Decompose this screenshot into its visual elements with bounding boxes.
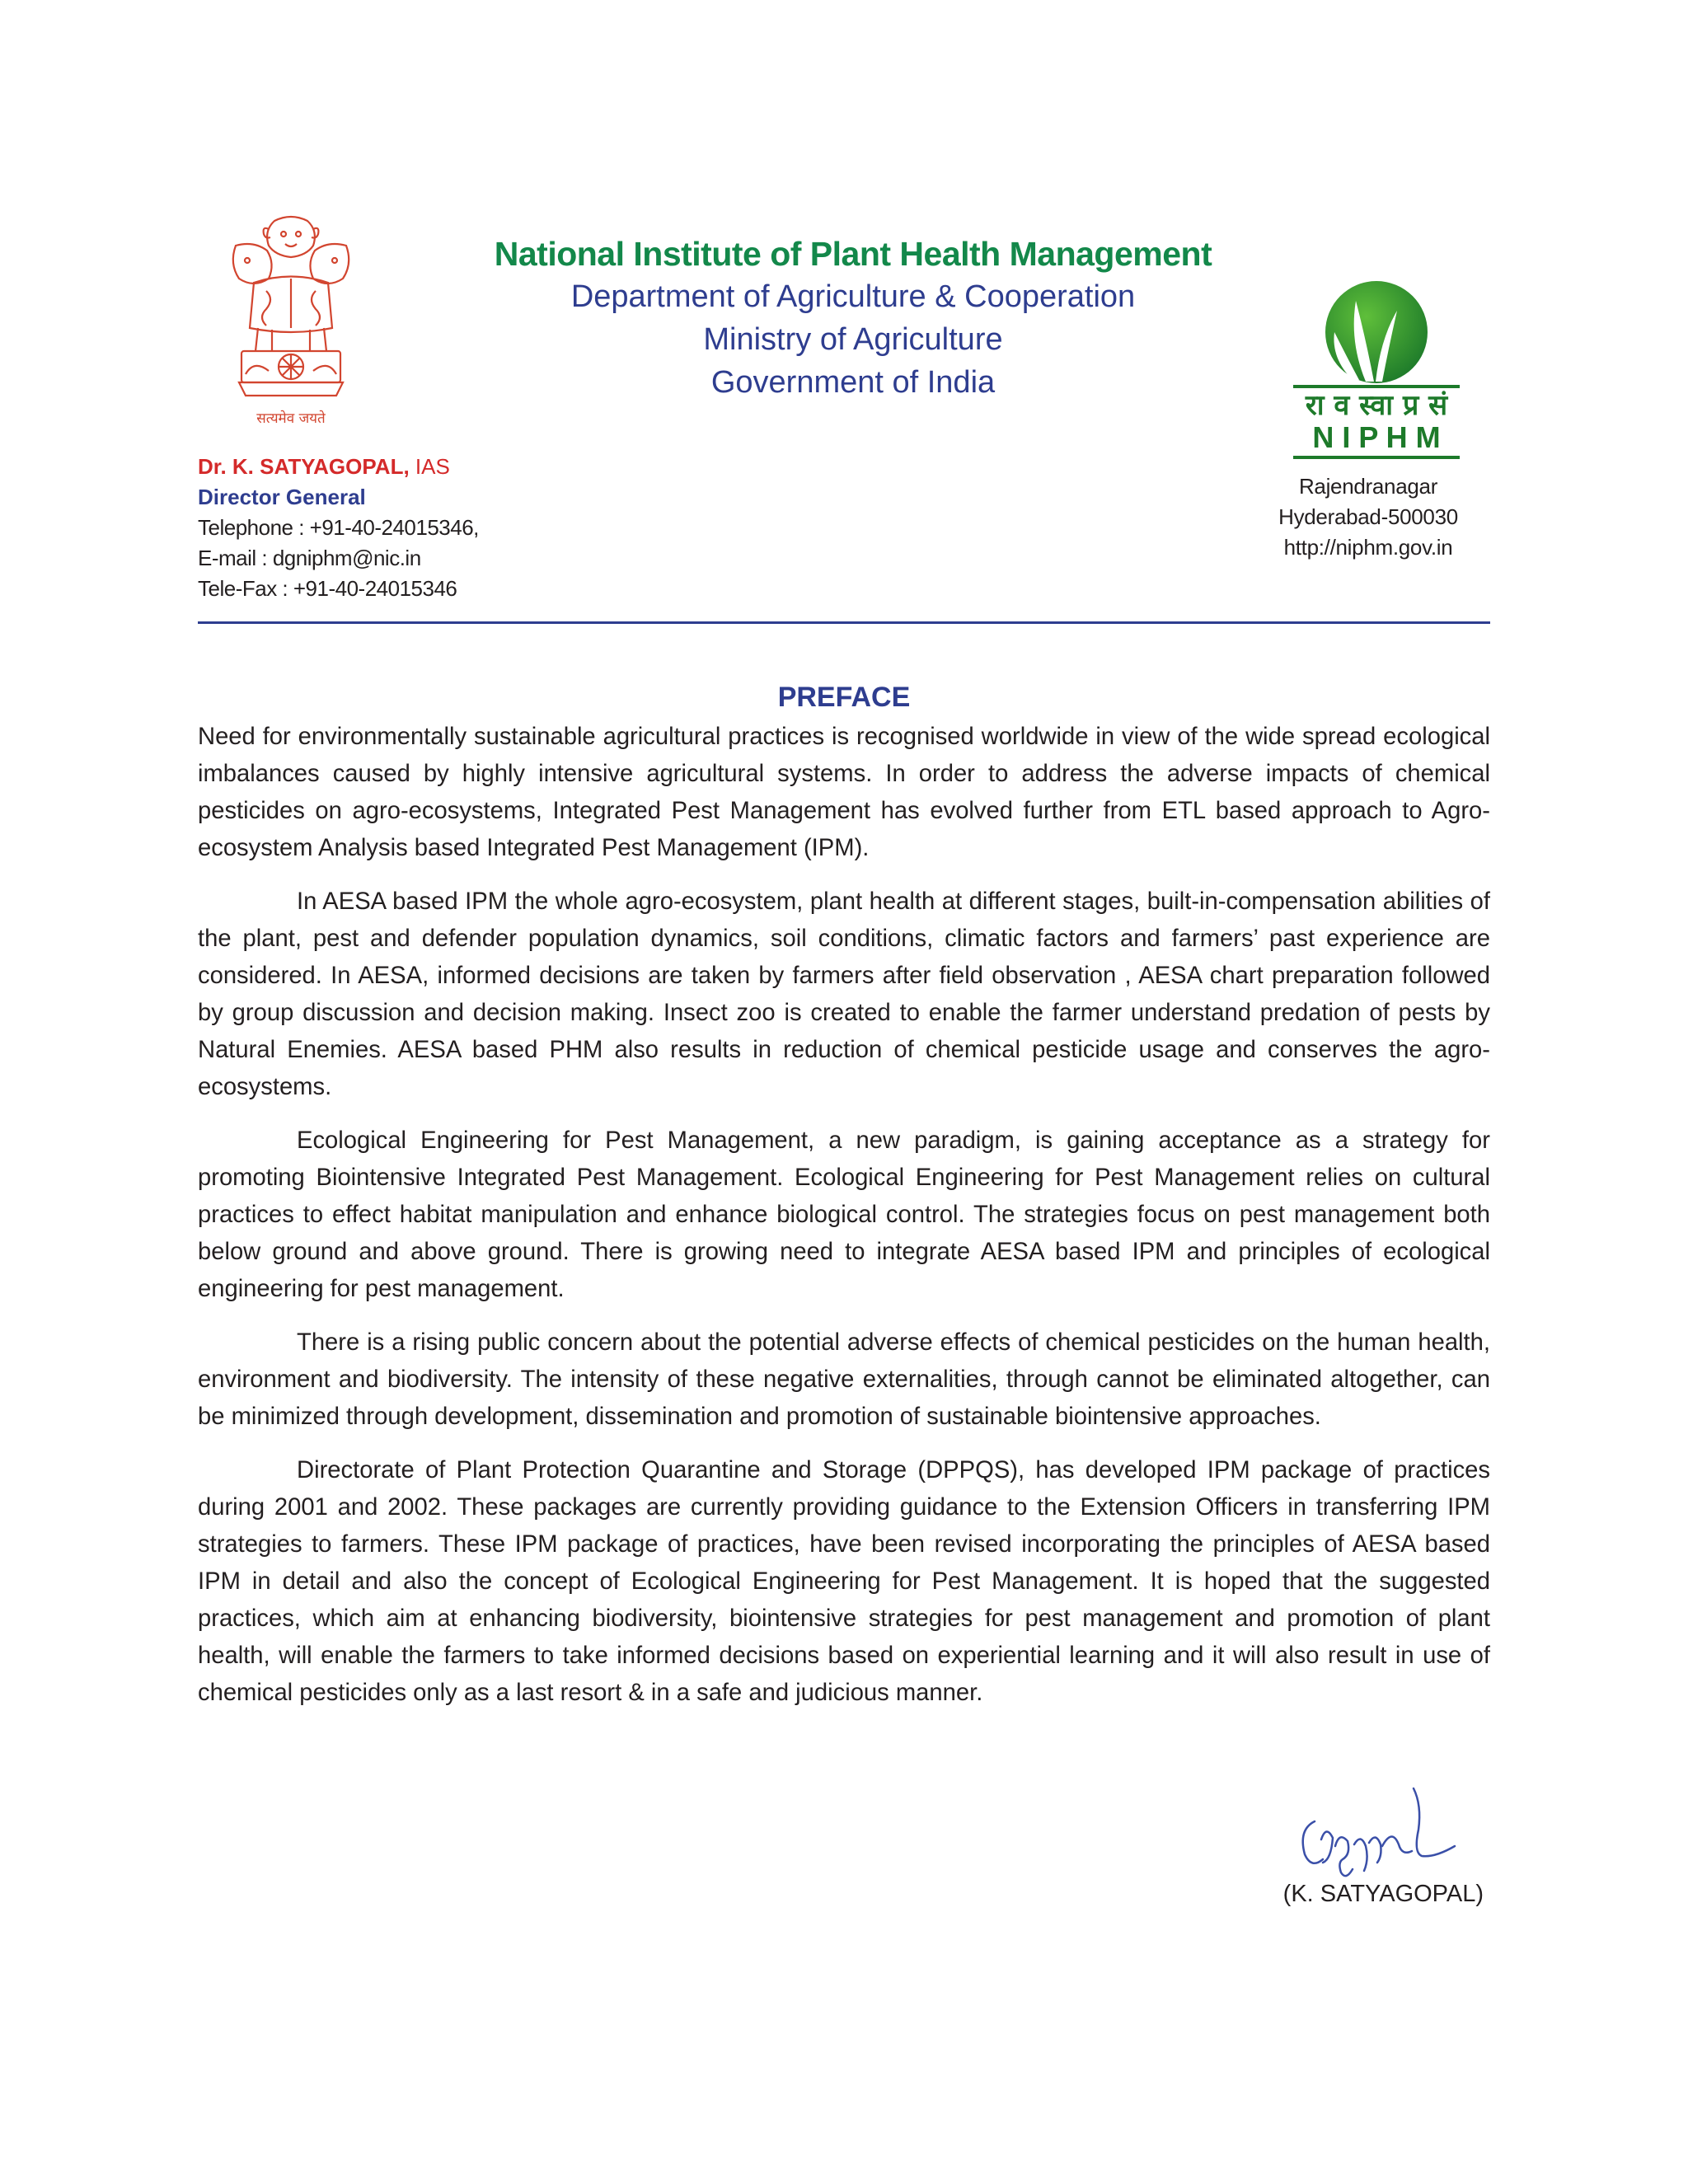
preface-paragraph-4: There is a rising public concern about the potential adverse effects of chemical pesticides on the human health, environment and biodiversity. The intensity of these negative externalities, through cannot be eliminated altogether, can be minimized through development, dissemination and promotion of sustainable biointensive approaches. <box>198 1329 1490 1430</box>
director-telephone: Telephone : +91-40-24015346, <box>198 515 479 540</box>
address-line-1: Rajendranagar <box>1298 474 1438 499</box>
preface-paragraph-5: Directorate of Plant Protection Quarantine and Storage (DPPQS), has developed IPM package of practices during 2001 and 2002. These packages are currently providing guidance to the Extension Officers in transferring IPM strategies to farmers. These IPM package of practices, have been revised incorporating the principles of AESA based IPM in detail and also the concept of Ecological Engineering for Pest Management. It is hoped that the suggested practices, which aim at enhancing biodiversity, biointensive strategies for pest management and promotion of plant health, will enable the farmers to take informed decisions based on experiential learning and it will also result in use of chemical pesticides only as a last resort & in a safe and judicious manner. <box>198 1457 1490 1706</box>
preface-body <box>198 719 1490 1728</box>
signature-icon <box>1290 1780 1471 1887</box>
director-info <box>198 452 692 604</box>
niphm-logo-icon <box>1273 276 1479 466</box>
address-line-2: Hyderabad-500030 <box>1278 504 1458 529</box>
government-line: Government of India <box>710 365 996 400</box>
director-name-line <box>198 452 692 482</box>
signatory-name: (K. SATYAGOPAL) <box>1282 1881 1484 1907</box>
director-telefax: Tele-Fax : +91-40-24015346 <box>198 576 457 601</box>
department-line: Department of Agriculture & Cooperation <box>570 279 1136 314</box>
preface-paragraph-3: Ecological Engineering for Pest Management, a new paradigm, is gaining acceptance as a strategy for promoting Biointensive Integrated Pest Management. Ecological Engineering for Pest Management relies on cultural practices to effect habitat manipulation and enhance biological control. The strategies focus on pest management both below ground and above ground. There is growing need to integrate AESA based IPM and principles of ecological engineering for pest management. <box>198 1127 1490 1302</box>
website-link[interactable]: http://niphm.gov.in <box>1283 535 1453 560</box>
preface-title: PREFACE <box>777 682 911 713</box>
institute-name: National Institute of Plant Health Management <box>494 235 1212 273</box>
emblem-motto: सत्यमेव जयते <box>256 410 326 427</box>
preface-paragraph-2: In AESA based IPM the whole agro-ecosystem, plant health at different stages, built-in-compensation abilities of the plant, pest and defender population dynamics, soil conditions, climatic factors and farmers’ past experience are considered. In AESA, informed decisions are taken by farmers after field observation , AESA chart preparation followed by group discussion and decision making. Insect zoo is created to enable the farmer understand predation of pests by Natural Enemies. AESA based PHM also results in reduction of chemical pesticide usage and conserves the agro-ecosystems. <box>198 888 1490 1100</box>
director-name: Dr. K. SATYAGOPAL, <box>198 454 410 479</box>
institute-header <box>387 232 1319 404</box>
logo-abbrev-text: N I P H M <box>1312 420 1441 454</box>
logo-hindi-text: रा व स्वा प्र सं <box>1305 389 1448 422</box>
header-divider <box>198 621 1490 624</box>
director-email[interactable]: E-mail : dgniphm@nic.in <box>198 546 421 570</box>
institute-address <box>1253 471 1484 563</box>
director-title: Director General <box>198 485 366 509</box>
ministry-line: Ministry of Agriculture <box>703 322 1003 357</box>
preface-paragraph-1: Need for environmentally sustainable agricultural practices is recognised worldwide in view of the wide spread ecological imbalances caused by highly intensive agricultural systems. In order to address the adverse impacts of chemical pesticides on agro-ecosystems, Integrated Pest Management has evolved further from ETL based approach to Agro-ecosystem Analysis based Integrated Pest Management (IPM). <box>198 724 1490 861</box>
director-suffix: IAS <box>409 454 450 479</box>
state-emblem-icon <box>221 213 361 439</box>
